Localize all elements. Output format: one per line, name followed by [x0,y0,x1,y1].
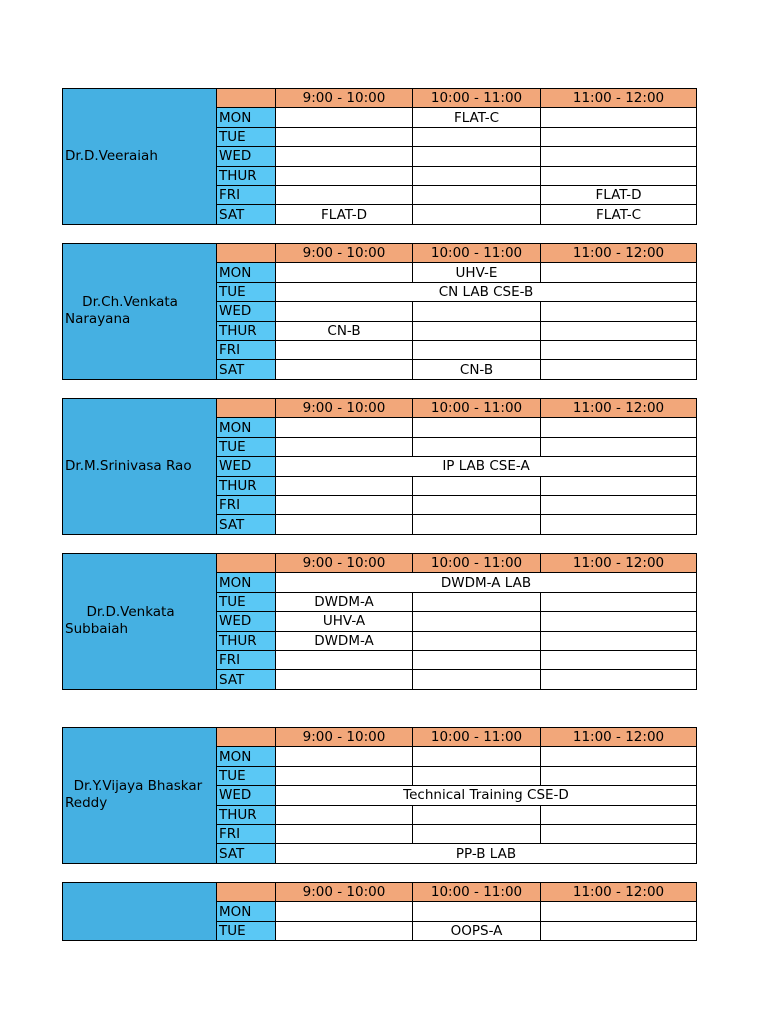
session-cell [276,902,413,921]
time-slot-header: 11:00 - 12:00 [541,728,697,747]
time-slot-header: 9:00 - 10:00 [276,554,413,573]
merged-session-cell: CN LAB CSE-B [276,282,697,301]
session-cell [541,418,697,437]
session-cell [276,340,413,359]
session-cell: UHV-E [413,263,541,282]
faculty-name: Dr.Ch.Venkata Narayana [63,244,217,380]
time-slot-header: 11:00 - 12:00 [541,554,697,573]
session-cell [413,824,541,843]
session-cell [541,670,697,689]
day-label: SAT [217,515,276,534]
page-bottom-cutoff [0,941,768,1024]
session-cell [541,321,697,340]
session-cell [413,631,541,650]
session-cell [276,127,413,146]
merged-session-cell: Technical Training CSE-D [276,786,697,805]
session-cell [541,515,697,534]
session-cell [413,437,541,456]
header-row [63,883,697,902]
session-cell [276,747,413,766]
day-label: FRI [217,340,276,359]
time-slot-header: 11:00 - 12:00 [541,883,697,902]
session-cell [541,805,697,824]
session-cell [541,495,697,514]
session-cell [276,437,413,456]
session-cell [413,612,541,631]
session-cell [413,340,541,359]
session-cell [276,921,413,940]
day-label: TUE [217,127,276,146]
day-label: THUR [217,631,276,650]
session-cell [541,108,697,127]
session-cell [276,495,413,514]
session-cell [276,418,413,437]
time-slot-header: 9:00 - 10:00 [276,399,413,418]
time-slot-header: 10:00 - 11:00 [413,883,541,902]
header-corner [217,554,276,573]
session-cell [276,263,413,282]
day-label: WED [217,786,276,805]
day-label: SAT [217,844,276,863]
day-label: TUE [217,766,276,785]
day-label: WED [217,457,276,476]
header-corner [217,883,276,902]
time-slot-header: 10:00 - 11:00 [413,728,541,747]
session-cell [276,670,413,689]
day-label: THUR [217,321,276,340]
header-corner [217,399,276,418]
time-slot-header: 10:00 - 11:00 [413,89,541,108]
time-slot-header: 11:00 - 12:00 [541,244,697,263]
faculty-name: Dr.D.Veeraiah [63,89,217,225]
day-label: MON [217,747,276,766]
session-cell [276,515,413,534]
session-cell [413,321,541,340]
time-slot-header: 10:00 - 11:00 [413,244,541,263]
day-label: SAT [217,360,276,379]
faculty-name: Dr.Y.Vijaya Bhaskar Reddy [63,728,217,864]
session-cell [413,127,541,146]
day-label: THUR [217,805,276,824]
session-cell [413,476,541,495]
session-cell [541,147,697,166]
day-label: FRI [217,824,276,843]
time-slot-header: 9:00 - 10:00 [276,883,413,902]
session-cell [413,166,541,185]
session-cell [541,263,697,282]
session-cell: CN-B [413,360,541,379]
session-cell: FLAT-C [413,108,541,127]
session-cell: DWDM-A [276,592,413,611]
day-label: FRI [217,650,276,669]
day-label: MON [217,902,276,921]
session-cell [276,147,413,166]
session-cell [276,108,413,127]
session-cell [541,127,697,146]
day-label: TUE [217,437,276,456]
session-cell [276,476,413,495]
header-row [63,244,697,263]
session-cell [541,902,697,921]
header-row [63,399,697,418]
day-label: THUR [217,476,276,495]
time-slot-header: 11:00 - 12:00 [541,89,697,108]
header-row [63,89,697,108]
session-cell [541,437,697,456]
session-cell [541,592,697,611]
time-slot-header: 9:00 - 10:00 [276,244,413,263]
day-label: SAT [217,670,276,689]
session-cell [541,650,697,669]
faculty-timetable [62,398,697,535]
session-cell [541,631,697,650]
session-cell [276,185,413,204]
merged-session-cell: IP LAB CSE-A [276,457,697,476]
faculty-timetable [62,243,697,380]
session-cell: FLAT-C [541,205,697,224]
session-cell [413,805,541,824]
time-slot-header: 9:00 - 10:00 [276,89,413,108]
day-label: WED [217,612,276,631]
merged-session-cell: PP-B LAB [276,844,697,863]
session-cell: DWDM-A [276,631,413,650]
session-cell [541,612,697,631]
session-cell [541,921,697,940]
session-cell [413,205,541,224]
day-label: WED [217,147,276,166]
faculty-timetable [62,882,697,941]
session-cell: FLAT-D [276,205,413,224]
session-cell [413,592,541,611]
day-label: FRI [217,185,276,204]
session-cell [413,495,541,514]
session-cell [276,360,413,379]
day-label: MON [217,573,276,592]
day-label: TUE [217,592,276,611]
day-label: MON [217,108,276,127]
faculty-timetable [62,727,697,864]
time-slot-header: 9:00 - 10:00 [276,728,413,747]
session-cell [541,166,697,185]
day-label: MON [217,263,276,282]
session-cell [413,670,541,689]
session-cell [541,476,697,495]
session-cell [413,902,541,921]
session-cell [276,805,413,824]
day-label: THUR [217,166,276,185]
header-corner [217,244,276,263]
session-cell [413,515,541,534]
day-label: MON [217,418,276,437]
session-cell: FLAT-D [541,185,697,204]
session-cell [276,824,413,843]
faculty-name [63,883,217,941]
session-cell [413,650,541,669]
day-label: FRI [217,495,276,514]
session-cell [541,360,697,379]
session-cell: OOPS-A [413,921,541,940]
time-slot-header: 10:00 - 11:00 [413,554,541,573]
session-cell [413,766,541,785]
session-cell: UHV-A [276,612,413,631]
faculty-timetable [62,88,697,225]
session-cell [276,166,413,185]
session-cell [276,302,413,321]
day-label: WED [217,302,276,321]
session-cell [413,747,541,766]
header-row [63,728,697,747]
day-label: TUE [217,282,276,301]
time-slot-header: 11:00 - 12:00 [541,399,697,418]
merged-session-cell: DWDM-A LAB [276,573,697,592]
session-cell [413,147,541,166]
session-cell [541,766,697,785]
session-cell: CN-B [276,321,413,340]
session-cell [541,340,697,359]
session-cell [276,650,413,669]
faculty-name: Dr.D.Venkata Subbaiah [63,554,217,690]
faculty-name: Dr.M.Srinivasa Rao [63,399,217,535]
session-cell [413,302,541,321]
faculty-timetable [62,553,697,690]
header-row [63,554,697,573]
session-cell [541,824,697,843]
time-slot-header: 10:00 - 11:00 [413,399,541,418]
session-cell [413,418,541,437]
session-cell [276,766,413,785]
session-cell [413,185,541,204]
day-label: TUE [217,921,276,940]
session-cell [541,747,697,766]
day-label: SAT [217,205,276,224]
session-cell [541,302,697,321]
header-corner [217,728,276,747]
header-corner [217,89,276,108]
